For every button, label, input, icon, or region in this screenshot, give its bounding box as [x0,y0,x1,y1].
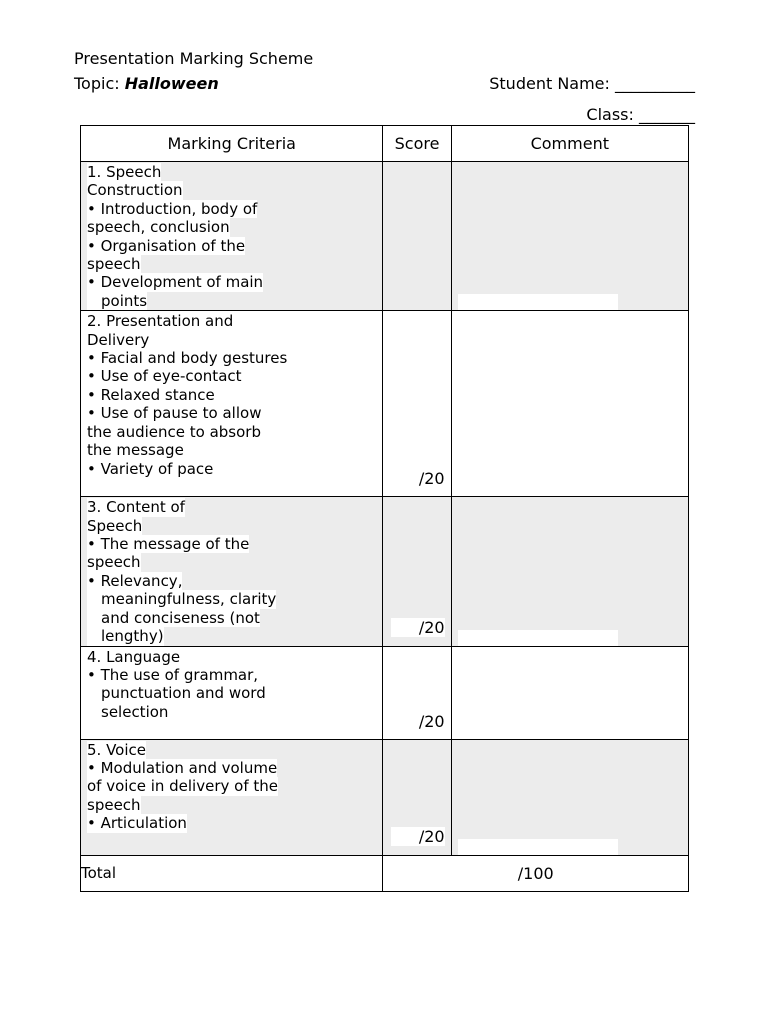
score-label: /20 [418,469,445,489]
criteria-line: • The message of the [87,535,250,554]
criteria-line: Construction [87,181,183,200]
criteria-line: • Organisation of the [87,236,246,255]
criteria-line: speech [87,553,141,572]
criteria-line: • Modulation and volume [87,758,278,777]
criteria-line: speech [87,795,141,814]
comment-cell[interactable] [451,497,688,646]
table-row [81,646,689,739]
criteria-line: speech [87,255,141,274]
comment-strip [458,630,618,646]
criteria-line: and conciseness (not [87,609,260,627]
table-row [81,311,689,497]
document-title: Presentation Marking Scheme [74,49,314,68]
criteria-line: lengthy) [87,627,164,645]
criteria-line: • Articulation [87,814,187,833]
criteria-line: the message [87,441,184,460]
criteria-line: • Facial and body gestures [87,349,288,368]
table-row [81,497,689,646]
criteria-line: • Relevancy, [87,571,183,590]
criteria-line: points [87,292,147,310]
criteria-line: 2. Presentation and [87,312,234,331]
criteria-line: • Variety of pace [87,459,214,478]
criteria-line: Delivery [87,330,150,349]
criteria-cell [81,646,383,739]
score-cell[interactable] [383,162,451,311]
score-cell[interactable] [383,311,451,497]
table-row [81,162,689,311]
criteria-line: the audience to absorb [87,422,261,441]
criteria-cell [81,739,383,855]
criteria-line: 4. Language [87,647,181,666]
criteria-line: • The use of grammar, [87,665,259,684]
criteria-line: Speech [87,516,143,535]
criteria-line: • Development of main [87,273,264,292]
criteria-line: speech, conclusion [87,218,230,237]
class-field: Class: _______ [586,105,695,124]
table-row [81,739,689,855]
header-comment: Comment [451,126,688,162]
header-score: Score [383,126,451,162]
score-label: /20 [391,827,445,846]
criteria-line: 1. Speech [87,163,162,181]
score-cell[interactable] [383,739,451,855]
comment-cell[interactable] [451,739,688,855]
criteria-line: meaningfulness, clarity [87,590,276,608]
header-marking-criteria: Marking Criteria [81,126,383,162]
score-cell[interactable] [383,646,451,739]
criteria-line: 5. Voice [87,740,146,759]
total-label: Total [81,855,383,891]
criteria-cell [81,162,383,311]
criteria-cell [81,497,383,646]
criteria-line: selection [87,703,168,721]
comment-strip [458,294,618,310]
criteria-line: • Use of pause to allow [87,404,262,423]
criteria-line: of voice in delivery of the [87,777,278,796]
comment-cell[interactable] [451,162,688,311]
criteria-cell [81,311,383,497]
marking-table [80,125,689,892]
score-cell[interactable] [383,497,451,646]
topic-line [74,74,219,93]
total-row [81,855,689,891]
total-value: /100 [383,855,689,891]
criteria-line: 3. Content of [87,498,185,517]
topic-value: Halloween [124,74,219,93]
criteria-line: • Use of eye-contact [87,367,242,386]
table-header-row [81,126,689,162]
comment-strip [458,839,618,855]
comment-cell[interactable] [451,311,688,497]
criteria-line: • Introduction, body of [87,199,258,218]
criteria-line: punctuation and word [87,684,266,702]
criteria-line: • Relaxed stance [87,385,215,404]
student-name-field: Student Name: __________ [489,74,695,93]
score-label: /20 [391,618,445,637]
comment-cell[interactable] [451,646,688,739]
score-label: /20 [418,711,445,731]
topic-label: Topic: [74,74,125,93]
